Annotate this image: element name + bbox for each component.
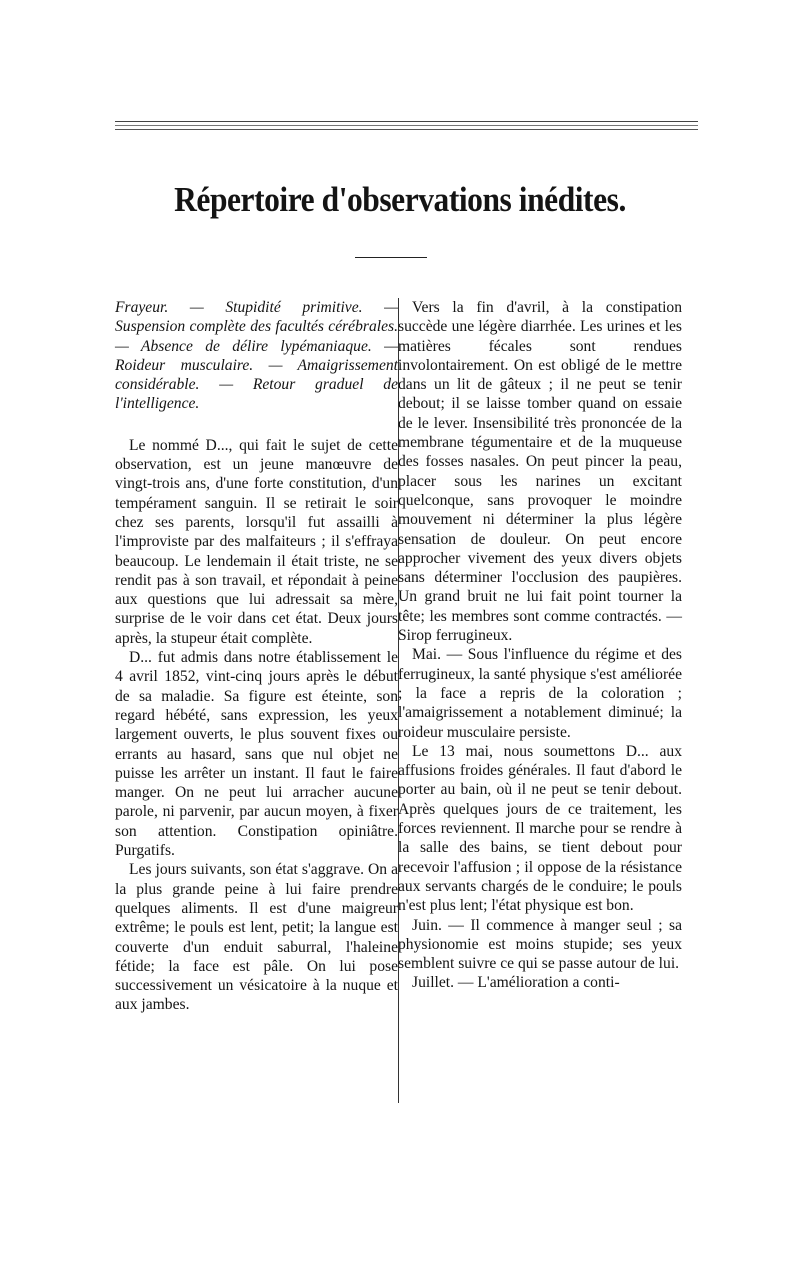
right-column [398,298,682,993]
paragraph: Juillet. — L'amélioration a conti- [412,974,620,992]
header-rule-2 [115,125,698,126]
paragraph: Mai. — Sous l'influence du régime et des ferrugineux, la santé physique s'est améliorée ; la face a repris de la coloration ; l'amaigrissement a notablement diminué; la roideur musculaire persiste. [398,646,682,741]
paragraph: Juin. — Il commence à manger seul ; sa physionomie est moins stupide; ses yeux semblent suivre ce qui se passe autour de lui. [398,916,682,973]
paragraph: Vers la fin d'avril, à la constipation succède une légère diarrhée. Les urines et les matières fécales sont rendues involontairement. On est obligé de le mettre dans un lit de gâteux ; il ne peut se tenir debout; il se laisse tomber quand on essaie de le lever. Insensibilité très prononcée de la membrane tégumentaire et de la muqueuse des fosses nasales. On peut pincer la peau, placer sous les narines un excitant quelconque, sans provoquer le moindre mouvement ni déterminer la plus légère sensation de douleur. On peut encore approcher vivement des yeux divers objets sans déterminer l'occlusion des paupières. Un grand bruit ne lui fait point tourner la tête; les membres sont comme contractés. — Sirop ferrugineux. [398,299,682,645]
paragraph: Le nommé D..., qui fait le sujet de cette observation, est un jeune manœuvre de vingt-trois ans, d'une forte constitution, d'un tempérament sanguin. Il se retirait le soir chez ses parents, lorsqu'il fut assailli à l'improviste par des malfaiteurs ; il s'effraya beaucoup. Le lendemain il était triste, ne se rendit pas à son travail, et répondait à peine aux questions que lui adressait sa mère, surprise de le voir dans cet état. Deux jours après, la stupeur était complète. [115,436,398,647]
paragraph: Les jours suivants, son état s'aggrave. On a la plus grande peine à lui faire prendre quelques aliments. Il est d'une maigreur extrême; le pouls est lent, petit; la langue est couverte d'un enduit saburral, l'haleine fétide; la face est pâle. On lui pose successivement un vésicatoire à la nuque et aux jambes. [115,861,398,1014]
case-abstract: Frayeur. — Stupidité primitive. — Suspension complète des facultés cérébrales. — Absence de délire lypémaniaque. — Roideur musculaire. — Amaigrissement considérable. — Retour graduel de l'intelligence. [115,299,398,413]
paragraph: Le 13 mai, nous soumettons D... aux affusions froides générales. Il faut d'abord le porter au bain, où il ne peut se tenir debout. Après quelques jours de ce traitement, les forces reviennent. Il marche pour se rendre à la salle des bains, se tient debout pour recevoir l'affusion ; il oppose de la résistance aux servants chargés de le conduire; le pouls n'est plus lent; l'état physique est bon. [398,742,682,915]
left-column [115,298,398,1015]
paragraph: D... fut admis dans notre établissement le 4 avril 1852, vint-cinq jours après le début de sa maladie. Sa figure est éteinte, son regard hébété, sans expression, les yeux largement ouverts, le plus souvent fixes ou errants au hasard, sans que nul objet ne puisse les arrêter un instant. Il faut le faire manger. On ne peut lui arracher aucune parole, ni parvenir, par aucun moyen, à fixer son attention. Constipation opiniâtre. Purgatifs. [115,649,398,860]
page-title: Répertoire d'observations inédites. [174,180,626,219]
header-rule-3 [115,129,698,130]
title-rule [355,257,427,258]
header-rule-1 [115,121,698,122]
